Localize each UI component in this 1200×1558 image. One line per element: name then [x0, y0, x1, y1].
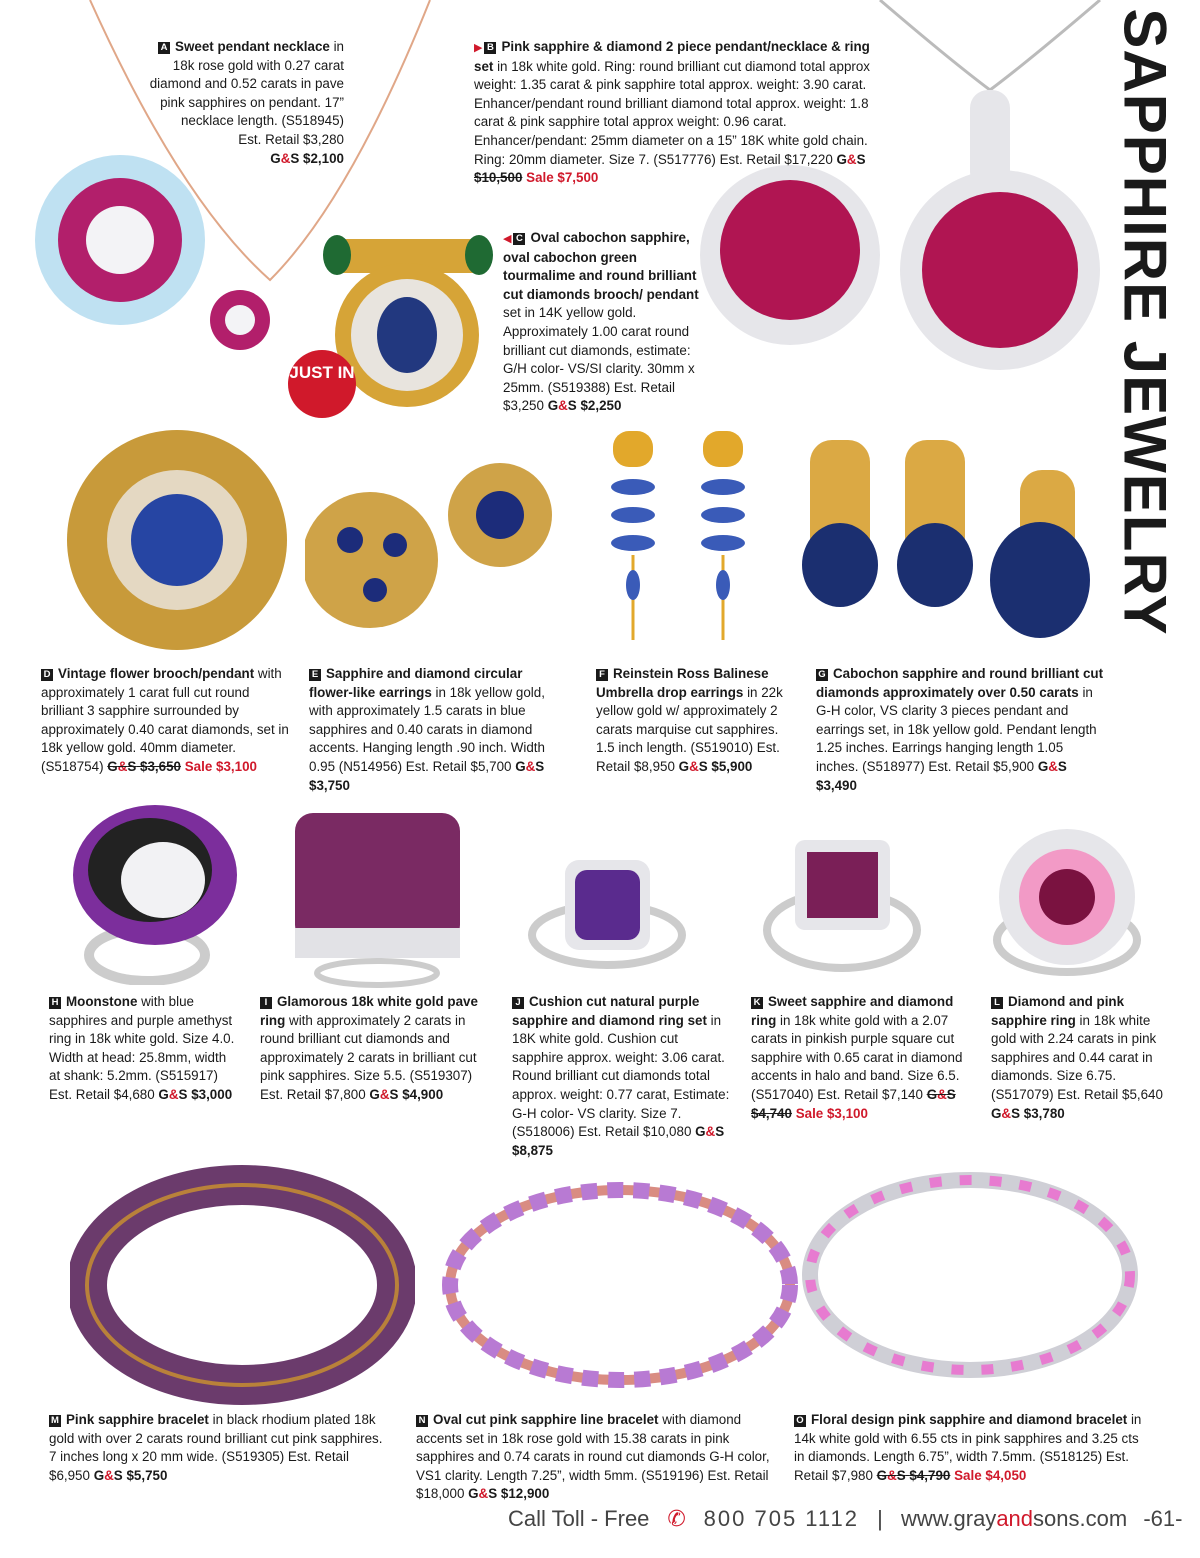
- item-price: $5,750: [126, 1467, 168, 1483]
- gs-label: G&S: [547, 398, 577, 414]
- ring-i-photo: [290, 808, 465, 988]
- item-letter: L: [991, 997, 1003, 1009]
- phone-icon: ✆: [667, 1506, 686, 1531]
- item-price: $3,780: [1023, 1105, 1065, 1121]
- gs-label: G&S $4,790: [876, 1467, 951, 1483]
- item-i: [260, 993, 482, 1105]
- item-name: Glamorous 18k white gold pave ring: [260, 994, 478, 1028]
- item-h: [49, 993, 239, 1105]
- item-desc: in black rhodium plated 18k gold with over 2 carats round brilliant cut pink sapphires. 7 inches long x 20 mm wide. (S519305) Est. Retail $6,950: [49, 1412, 383, 1483]
- item-desc: with blue sapphires and purple amethyst ring in 18k white gold. Size 4.0. Width at head: 25.8mm, width at shank: 5.2mm. (S515917) Est. Retail $4,680: [49, 994, 235, 1102]
- item-letter: M: [49, 1415, 61, 1427]
- item-name: Sweet sapphire and diamond ring: [751, 994, 954, 1028]
- bracelet-m-photo: [70, 1165, 415, 1405]
- item-name: Cabochon sapphire and round brilliant cut diamonds approximately over 0.50 carats: [816, 666, 1104, 700]
- item-letter: N: [416, 1415, 428, 1427]
- gs-label: G&S $3,650: [107, 758, 181, 774]
- gs-label: G&S: [468, 1486, 498, 1502]
- item-desc-line: pink sapphires on pendant. 17”: [160, 94, 344, 110]
- page-number: -61-: [1143, 1506, 1183, 1531]
- gs-label: G&S: [270, 150, 300, 166]
- item-m: [49, 1411, 389, 1485]
- footer-separator: |: [877, 1506, 883, 1531]
- gs-label: G&S: [1037, 758, 1067, 774]
- item-name: Cushion cut natural purple sapphire and diamond ring set: [512, 994, 707, 1028]
- item-k: [751, 993, 963, 1123]
- item-desc-line: necklace length. (S518945): [180, 113, 344, 129]
- item-original-price: $10,500: [474, 170, 523, 186]
- ring-h-photo: [55, 800, 240, 985]
- item-o: [794, 1411, 1144, 1485]
- item-name: Pink sapphire & diamond 2 piece pendant/necklace & ring set: [474, 39, 870, 74]
- item-price: $3,490: [816, 777, 857, 793]
- item-letter: E: [309, 669, 321, 681]
- brooch-d-photo: [65, 420, 290, 660]
- item-name: Oval cut pink sapphire line bracelet: [433, 1412, 659, 1427]
- item-desc-line: Est. Retail $3,280: [238, 131, 344, 147]
- item-n: [416, 1411, 774, 1504]
- item-g: [816, 665, 1108, 795]
- item-l: [991, 993, 1163, 1123]
- earrings-f-photo: [585, 425, 775, 650]
- item-desc: with diamond accents set in 18k rose gold with 15.38 carats in pink sapphires and 0.74 carats in round cut diamonds G-H color, VS1 clarity. Length 7.25”, width 5mm. (S519196) Est. Retail $18,000: [416, 1412, 770, 1502]
- item-name: Sweet pendant necklace: [175, 39, 330, 54]
- bracelet-o-photo: [790, 1150, 1150, 1405]
- item-price: $2,100: [303, 150, 344, 166]
- item-letter: B: [484, 42, 496, 54]
- item-letter: C: [513, 233, 525, 245]
- bracelet-n-photo: [425, 1160, 815, 1410]
- item-a: [130, 38, 344, 168]
- item-desc: with approximately 2 carats in round brilliant cut diamonds and approximately 2 carats in brilliant cut pink sapphires. Size 5.5. (S519307) Est. Retail $7,800: [260, 1012, 477, 1102]
- item-name: Oval cabochon sapphire, oval cabochon green tourmalime and round brilliant cut diamonds brooch/ pendant: [503, 230, 699, 302]
- item-c: [503, 229, 703, 416]
- arrow-right-icon: ▶: [474, 42, 483, 54]
- ring-k-photo: [755, 835, 930, 980]
- gs-label: G&S: [369, 1086, 399, 1102]
- ring-j-photo: [520, 855, 695, 975]
- section-title: SAPPHIRE JEWELRY: [1111, 8, 1179, 636]
- item-desc-line: diamond and 0.52 carats in pave: [149, 76, 344, 92]
- website-link[interactable]: www.grayandsons.com: [900, 1506, 1128, 1531]
- footer: [508, 1506, 1182, 1532]
- item-desc-line: 18k rose gold with 0.27 carat: [172, 57, 344, 73]
- gs-label: G&S: [93, 1467, 123, 1483]
- item-price: $2,250: [580, 398, 622, 414]
- item-desc: in 18K white gold. Cushion cut sapphire approx. weight: 3.06 carat. Round brilliant cut diamonds total approx. weight: 0.77 carat, Estimate: G-H color- VS clarity. Size 7. (S518006) Est. Retail $10,080: [512, 1012, 730, 1140]
- item-letter: J: [512, 997, 524, 1009]
- gs-label: G&S: [695, 1124, 725, 1140]
- item-b: [474, 38, 892, 188]
- item-letter: O: [794, 1415, 806, 1427]
- item-original-price: $4,740: [751, 1105, 792, 1121]
- item-desc: in 18k yellow gold, with approximately 1.5 carats in blue sapphires and 0.40 carats in diamond accents. Hanging length .90 inch. Width 0.95 (N514956) Est. Retail $5,700: [309, 684, 545, 774]
- item-d: [41, 665, 291, 777]
- item-desc: in 18k white gold. Ring: round brilliant cut diamond total approx weight: 1.35 carat & pink sapphire total approx. weight: 3.90 carat. Enhancer/pendant round brilliant diamond total approx. weight: 1.8 carat & pink sapphire total approx weight: 0.96 carat. Enhancer/pendant: 25mm diameter on a 15” 18K white gold chain. Ring: 20mm diameter. Size 7. (S517776) Est. Retail $17,220: [474, 58, 871, 167]
- item-name: Diamond and pink sapphire ring: [991, 994, 1125, 1028]
- just-in-badge: JUST IN: [288, 350, 356, 418]
- item-letter: G: [816, 669, 828, 681]
- item-desc: in 22k yellow gold w/ approximately 2 carats marquise cut sapphires. 1.5 inch length. (S519010) Est. Retail $8,950: [596, 684, 783, 774]
- item-letter: D: [41, 669, 53, 681]
- gs-label: G&S: [158, 1086, 188, 1102]
- item-e: [309, 665, 561, 795]
- item-desc: in 18k white gold with a 2.07 carats in pinkish purple square cut sapphire with 0.65 carat in diamond accents in halo and band. Size 6.5. (S517040) Est. Retail $7,140: [751, 1012, 963, 1102]
- item-price: $3,750: [309, 777, 350, 793]
- item-sale-price: Sale $3,100: [184, 758, 257, 774]
- item-name: Vintage flower brooch/pendant: [58, 666, 255, 681]
- item-original-price: $4,790: [909, 1467, 951, 1483]
- item-price: $3,000: [191, 1086, 233, 1102]
- item-sale-price: Sale $7,500: [526, 170, 599, 186]
- item-name: Floral design pink sapphire and diamond bracelet: [811, 1412, 1128, 1427]
- item-letter: K: [751, 997, 763, 1009]
- gs-label: G&S: [991, 1105, 1021, 1121]
- item-desc: in 18k white gold with 2.24 carats in pink sapphires and 0.44 carat in diamonds. Size 6.75. (S517079) Est. Retail $5,640: [991, 1012, 1163, 1102]
- item-desc: set in 14K yellow gold. Approximately 1.00 carat round brilliant cut diamonds, estimate: G/H color- VS/SI clarity. 30mm x 25mm. (S519388) Est. Retail $3,250: [503, 305, 695, 414]
- gs-label: G&S: [515, 758, 545, 774]
- item-j: [512, 993, 730, 1160]
- item-name: Sapphire and diamond circular flower-like earrings: [309, 666, 523, 700]
- item-price: $8,875: [512, 1142, 553, 1158]
- item-original-price: $3,650: [140, 758, 181, 774]
- item-sale-price: Sale $3,100: [795, 1105, 868, 1121]
- item-price: $12,900: [500, 1486, 550, 1502]
- item-letter: A: [158, 42, 170, 54]
- call-toll-free-label: Call Toll - Free: [508, 1506, 650, 1531]
- item-sale-price: Sale $4,050: [954, 1467, 1027, 1483]
- gs-label: G&S $4,740: [751, 1086, 956, 1121]
- item-letter: I: [260, 997, 272, 1009]
- item-desc: in G-H color, VS clarity 3 pieces pendant and earrings set, in 18k yellow gold. Pendant length 1.25 inches. Earrings hanging length 1.05 inches. (S518977) Est. Retail $5,900: [816, 684, 1097, 774]
- ring-l-photo: [985, 825, 1150, 980]
- item-f: [596, 665, 788, 777]
- gs-label: G&S: [836, 151, 866, 167]
- item-name: Reinstein Ross Balinese Umbrella drop earrings: [596, 666, 769, 700]
- set-g-photo: [795, 430, 1095, 655]
- item-name: Pink sapphire bracelet: [66, 1412, 209, 1427]
- gs-label: G&S: [678, 758, 708, 774]
- arrow-left-icon: ◀: [503, 233, 512, 245]
- item-price: $5,900: [711, 758, 753, 774]
- item-desc: with approximately 1 carat full cut round brilliant 3 sapphire surrounded by approximately 0.40 carat diamonds, set in 18k yellow gold. 40mm diameter. (S518754): [41, 666, 289, 774]
- item-letter: F: [596, 669, 608, 681]
- item-desc: in 14k white gold with 6.55 cts in pink sapphires and 3.25 cts in diamonds. Length 6.75”, width 7.5mm. (S518125) Est. Retail $7,980: [794, 1412, 1142, 1483]
- item-name: Moonstone: [66, 994, 138, 1009]
- item-desc: in: [329, 39, 344, 54]
- item-price: $4,900: [402, 1086, 444, 1102]
- phone-number[interactable]: 800 705 1112: [703, 1506, 859, 1531]
- item-letter: H: [49, 997, 61, 1009]
- earrings-e-photo: [305, 445, 555, 645]
